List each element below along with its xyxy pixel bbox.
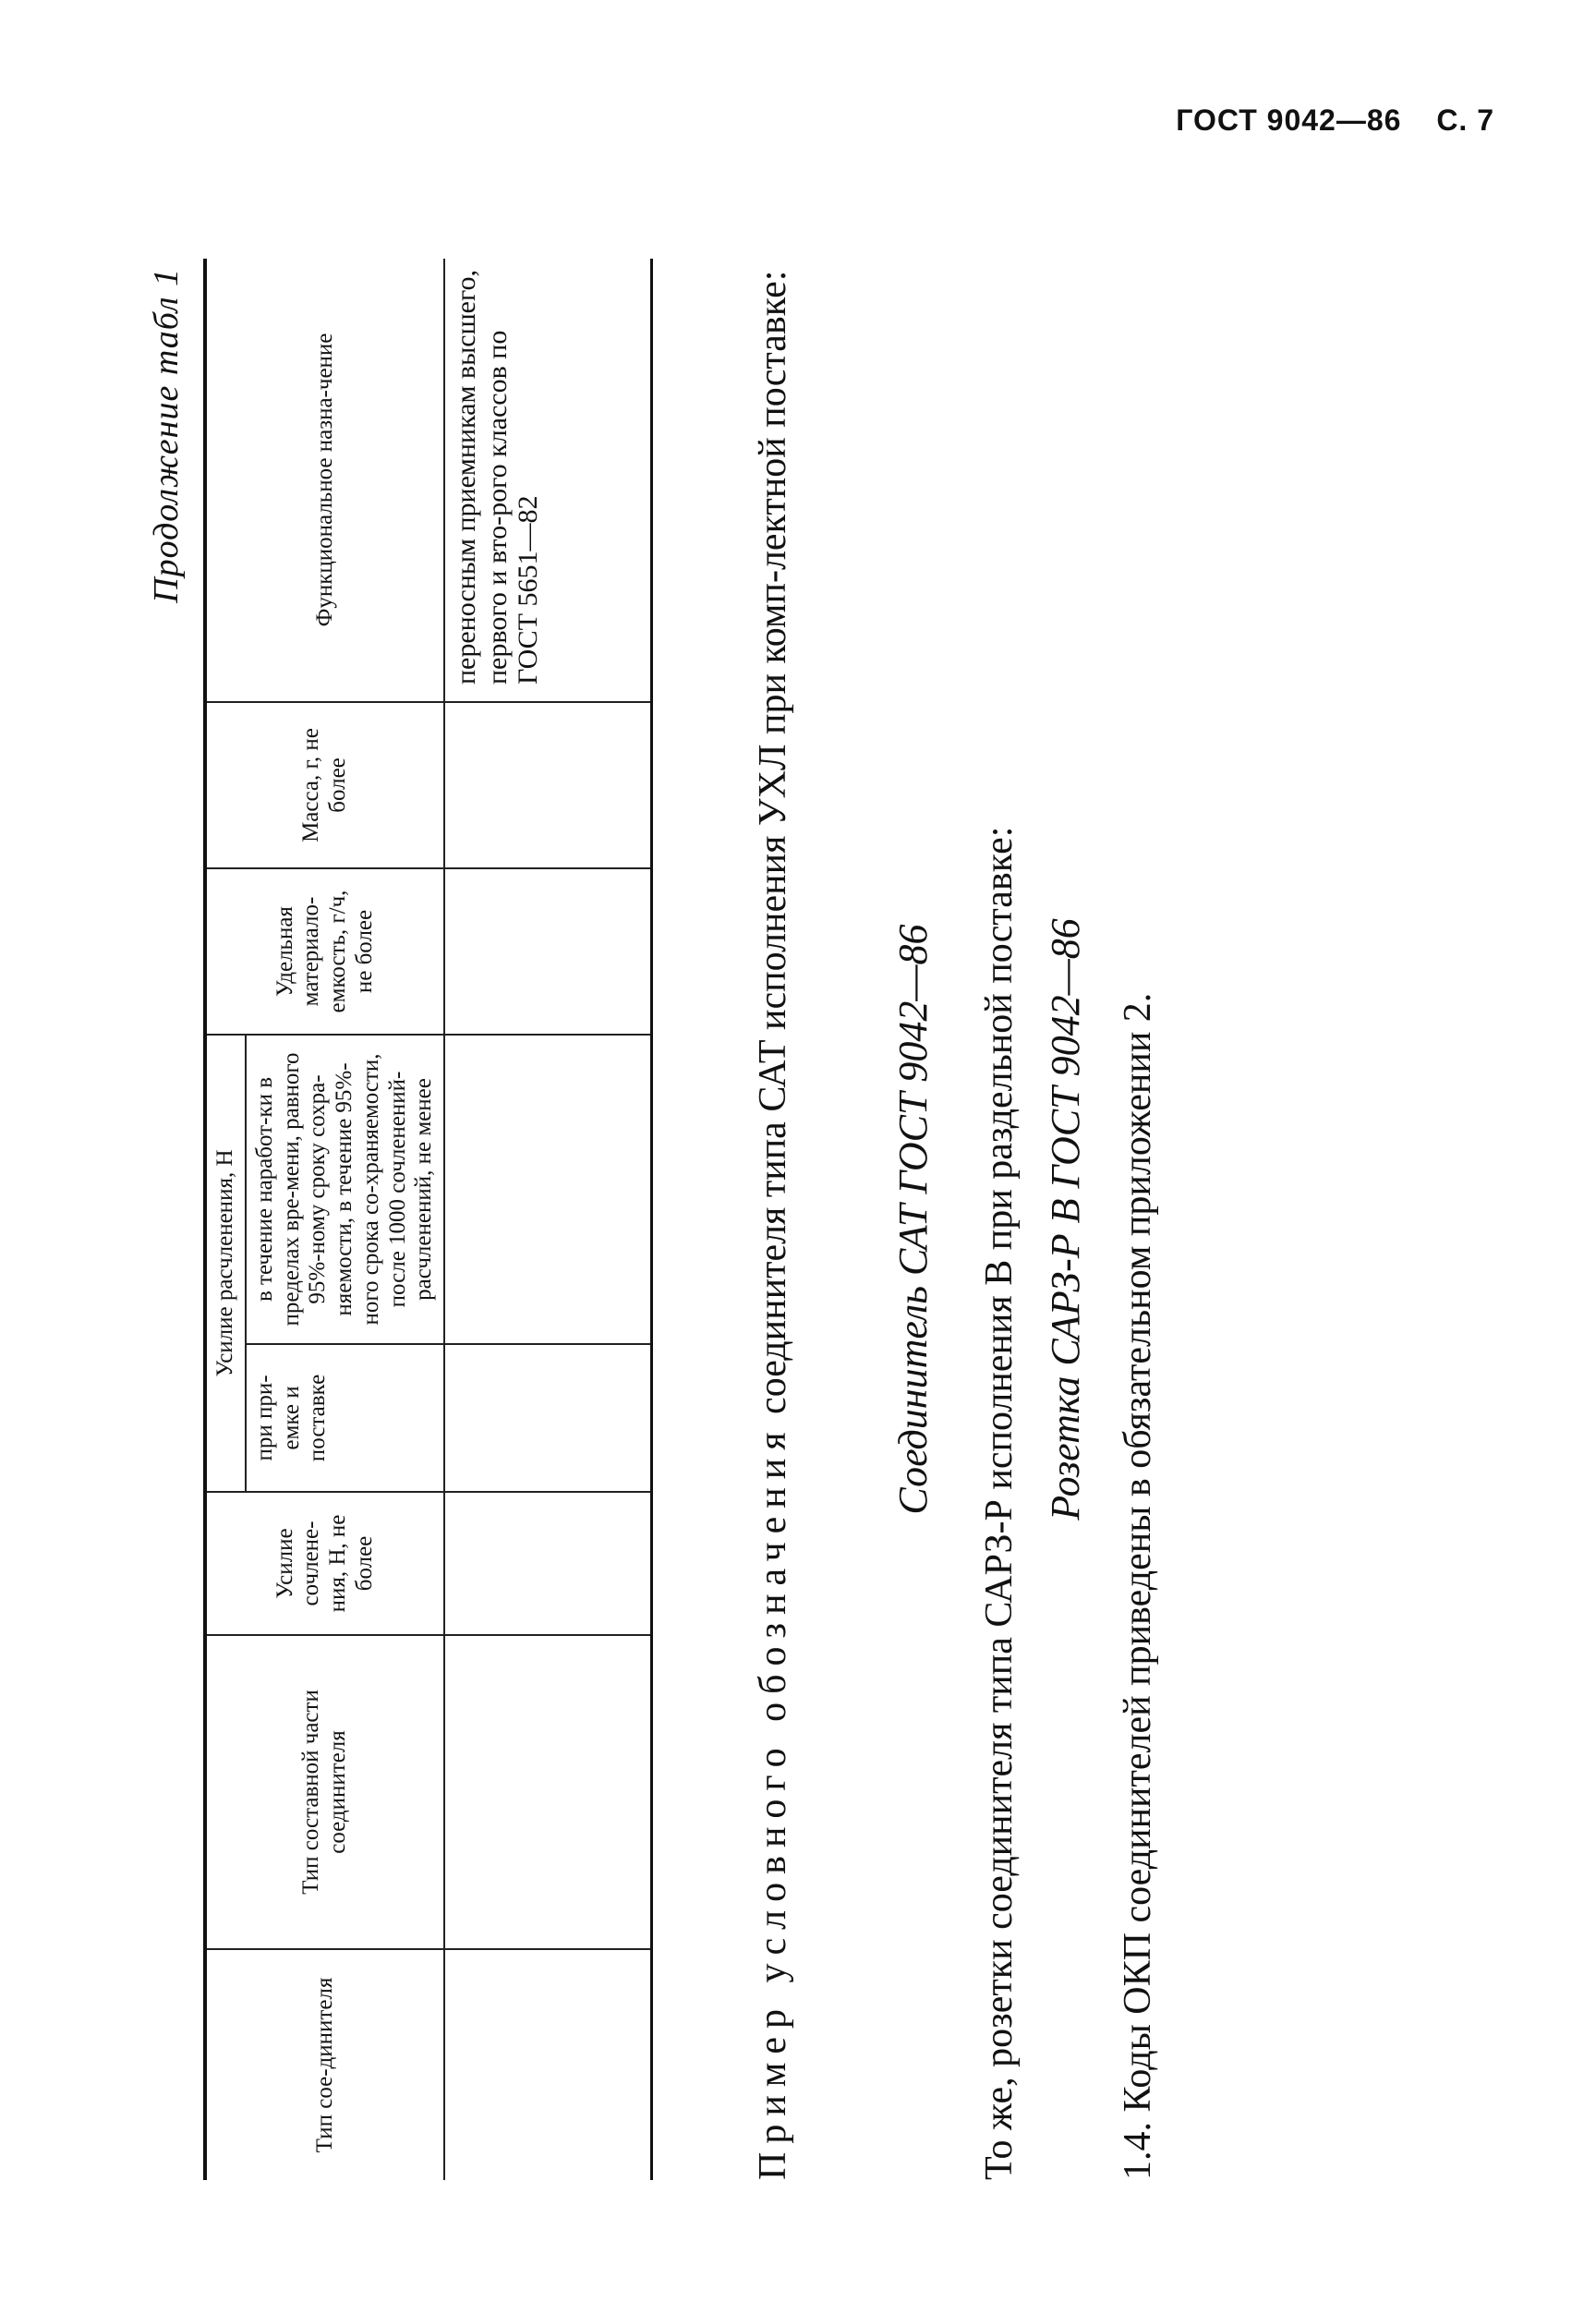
cell-material-intensity xyxy=(444,868,652,1035)
page-header xyxy=(1150,103,1494,138)
cell-separation-acceptance xyxy=(444,1344,652,1492)
standard-number: ГОСТ 9042—86 xyxy=(1176,103,1402,137)
example-rest: соединителя типа САТ исполнения УХЛ при комп-лектной поставке: xyxy=(752,270,794,1414)
cell-separation-operating xyxy=(444,1035,652,1344)
col-header-part-type: Тип составной части соединителя xyxy=(205,1635,444,1949)
table-1 xyxy=(203,259,653,2180)
designation-connector: Соединитель САТ ГОСТ 9042—86 xyxy=(890,924,936,1515)
col-header-mating-force: Усилие сочлене-ния, Н, не более xyxy=(205,1492,444,1635)
col-header-mass: Масса, г, не более xyxy=(205,702,444,868)
col-header-function: Функциональное назна-чение xyxy=(205,259,444,702)
table-row xyxy=(444,259,652,2180)
cell-connector-type xyxy=(444,1949,652,2180)
table-continuation-label: Продолжение табл 1 xyxy=(147,268,186,603)
designation-socket: Розетка САРЗ-Р В ГОСТ 9042—86 xyxy=(1043,918,1088,1521)
cell-mating-force xyxy=(444,1492,652,1635)
cell-part-type xyxy=(444,1635,652,1949)
col-header-separation-operating: в течение наработ-ки в пределах вре-мени, равного 95%-ному сроку сохра-няемости, в течение 95%-ного срока со-храняемости, после 1000 сочленений-расчленений, не менее xyxy=(246,1035,444,1344)
cell-mass xyxy=(444,702,652,868)
example-paragraph xyxy=(748,259,799,2180)
same-socket-paragraph: То же, розетки соединителя типа САРЗ-Р исполнения В при раздельной поставке: xyxy=(978,826,1021,2180)
col-header-connector-type: Тип сое-динителя xyxy=(205,1949,444,2180)
okp-note: 1.4. Коды ОКП соединителей приведены в обязательном приложении 2. xyxy=(1117,992,1159,2180)
cell-function: переносным приемникам высшего, первого и вто-рого классов по ГОСТ 5651—82 xyxy=(444,259,652,702)
col-header-separation-acceptance: при при-емке и поставке xyxy=(246,1344,444,1492)
page-number: С. 7 xyxy=(1436,103,1494,137)
col-header-material-intensity: Удельная материало-емкость, г/ч, не более xyxy=(205,868,444,1035)
rotated-page-content xyxy=(147,259,1219,2180)
col-header-separation-force: Усилие расчленения, Н xyxy=(205,1035,246,1492)
example-heading: Пример условного обозначения xyxy=(752,1424,794,2180)
